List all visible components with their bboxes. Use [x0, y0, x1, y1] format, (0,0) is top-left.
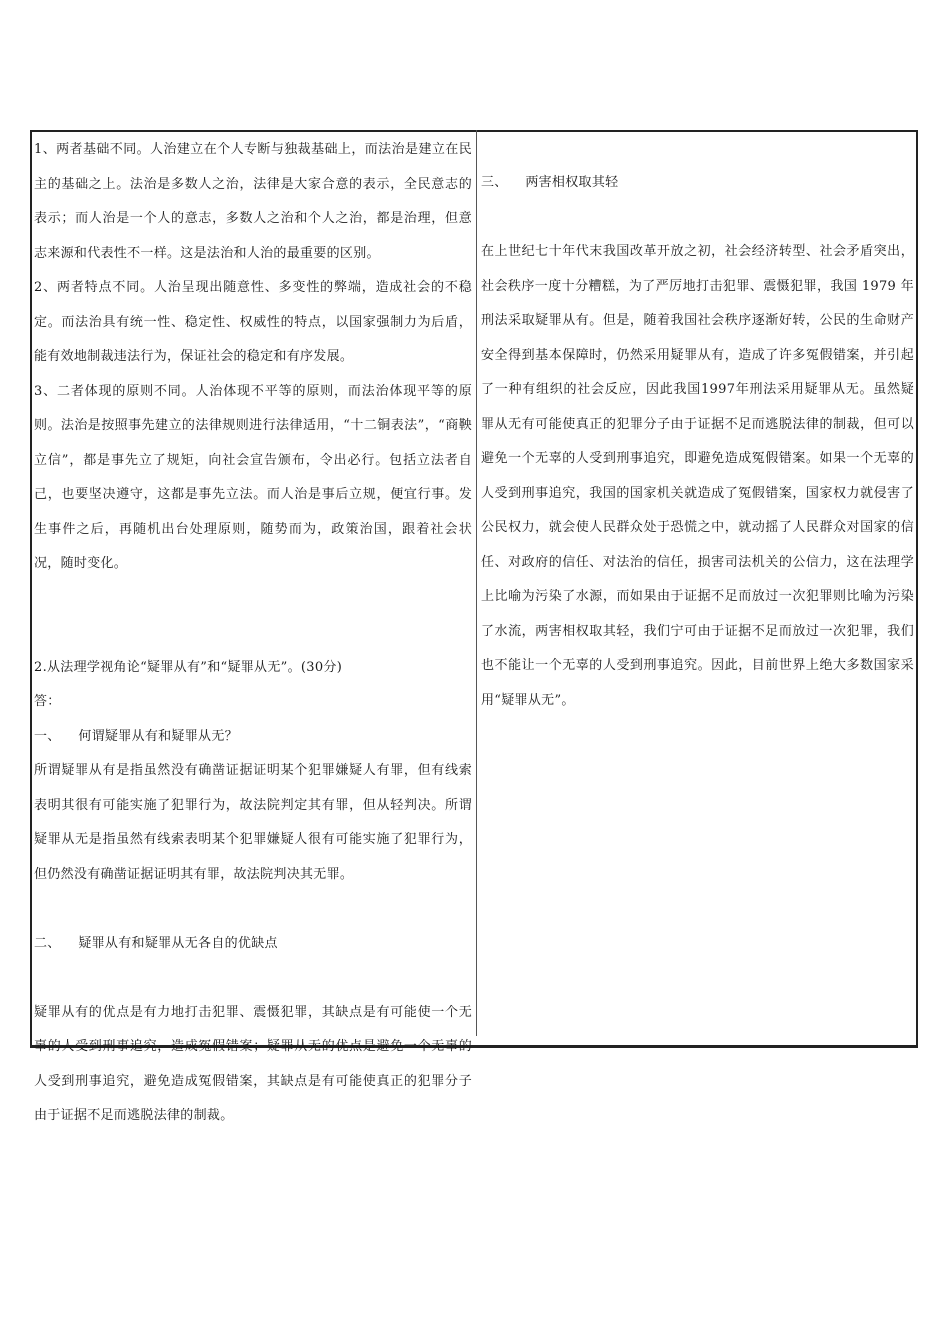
section-heading-2: 二、 疑罪从有和疑罪从无各自的优缺点: [34, 935, 278, 951]
paragraph-basis-difference: 1、两者基础不同。人治建立在个人专断与独裁基础上，而法治是建立在民主的基础之上。法治是多数人之治，法律是大家合意的表示，全民意志的表示；而人治是一个人的意志，多数人之治和个人之治，都是治理，但意志来源和代表性不一样。这是法治和人治的最重要的区别。: [34, 142, 472, 261]
spacer: [34, 961, 472, 996]
section-heading-3: 三、 两害相权取其轻: [481, 175, 619, 190]
right-column: [481, 166, 914, 718]
answer-label: 答：: [34, 694, 61, 709]
paragraph-principle-difference: 3、二者体现的原则不同。人治体现不平等的原则，而法治体现平等的原则。法治是按照事先建立的法律规则进行法律适用，“十二铜表法”，“商鞅立信”，都是事先立了规矩，向社会宣告颁布，令出必行。包括立法者自己，也要坚决遵守，这都是事先立法。而人治是事后立规，便宜行事。发生事件之后，再随机出台处理原则，随势而为，政策治国，跟着社会状况，随时变化。: [34, 383, 472, 571]
paragraph-feature-difference: 2、两者特点不同。人治呈现出随意性、多变性的弊端，造成社会的不稳定。而法治具有统一性、稳定性、权威性的特点，以国家强制力为后盾，能有效地制裁违法行为，保证社会的稳定和有序发展。: [34, 280, 472, 364]
paragraph-definition: 所谓疑罪从有是指虽然没有确凿证据证明某个犯罪嫌疑人有罪，但有线索表明其很有可能实施了犯罪行为，故法院判定其有罪，但从轻判决。所谓疑罪从无是指虽然有线索表明某个犯罪嫌疑人很有可能实施了犯罪行为，但仍然没有确凿证据证明其有罪，故法院判决其无罪。: [34, 763, 472, 882]
spacer: [481, 201, 914, 236]
spacer: [34, 892, 472, 927]
spacer: [34, 582, 472, 651]
column-divider: [476, 130, 477, 1036]
question-title: 2.从法理学视角论“疑罪从有”和“疑罪从无”。(30分): [34, 659, 343, 675]
section-heading-1: 一、 何谓疑罪从有和疑罪从无？: [34, 728, 238, 744]
left-column: [34, 133, 472, 1134]
paragraph-lesser-harm: 在上世纪七十年代末我国改革开放之初，社会经济转型、社会矛盾突出，社会秩序一度十分糟糕，为了严厉地打击犯罪、震慑犯罪，我国 1979 年刑法采取疑罪从有。但是，随着我国社会秩序逐渐好转，公民的生命财产安全得到基本保障时，仍然采用疑罪从有，造成了许多冤假错案，并引起了一种有组织的社会反应，因此我国1997年刑法采用疑罪从无。虽然疑罪从无有可能使真正的犯罪分子由于证据不足而逃脱法律的制裁，但可以避免一个无辜的人受到刑事追究，即避免造成冤假错案。如果一个无辜的人受到刑事追究，我国的国家机关就造成了冤假错案，国家权力就侵害了公民权力，就会使人民群众处于恐慌之中，就动摇了人民群众对国家的信任、对政府的信任、对法治的信任，损害司法机关的公信力，这在法理学上比喻为污染了水源，而如果由于证据不足而放过一次犯罪则比喻为污染了水流，两害相权取其轻，我们宁可由于证据不足而放过一次犯罪，我们也不能让一个无辜的人受到刑事追究。因此，目前世界上绝大多数国家采用“疑罪从无”。: [481, 244, 914, 708]
paragraph-pros-cons: 疑罪从有的优点是有力地打击犯罪、震慑犯罪，其缺点是有可能使一个无辜的人受到刑事追究，造成冤假错案；疑罪从无的优点是避免一个无辜的人受到刑事追究，避免造成冤假错案，其缺点是有可能使真正的犯罪分子由于证据不足而逃脱法律的制裁。: [34, 1004, 472, 1123]
